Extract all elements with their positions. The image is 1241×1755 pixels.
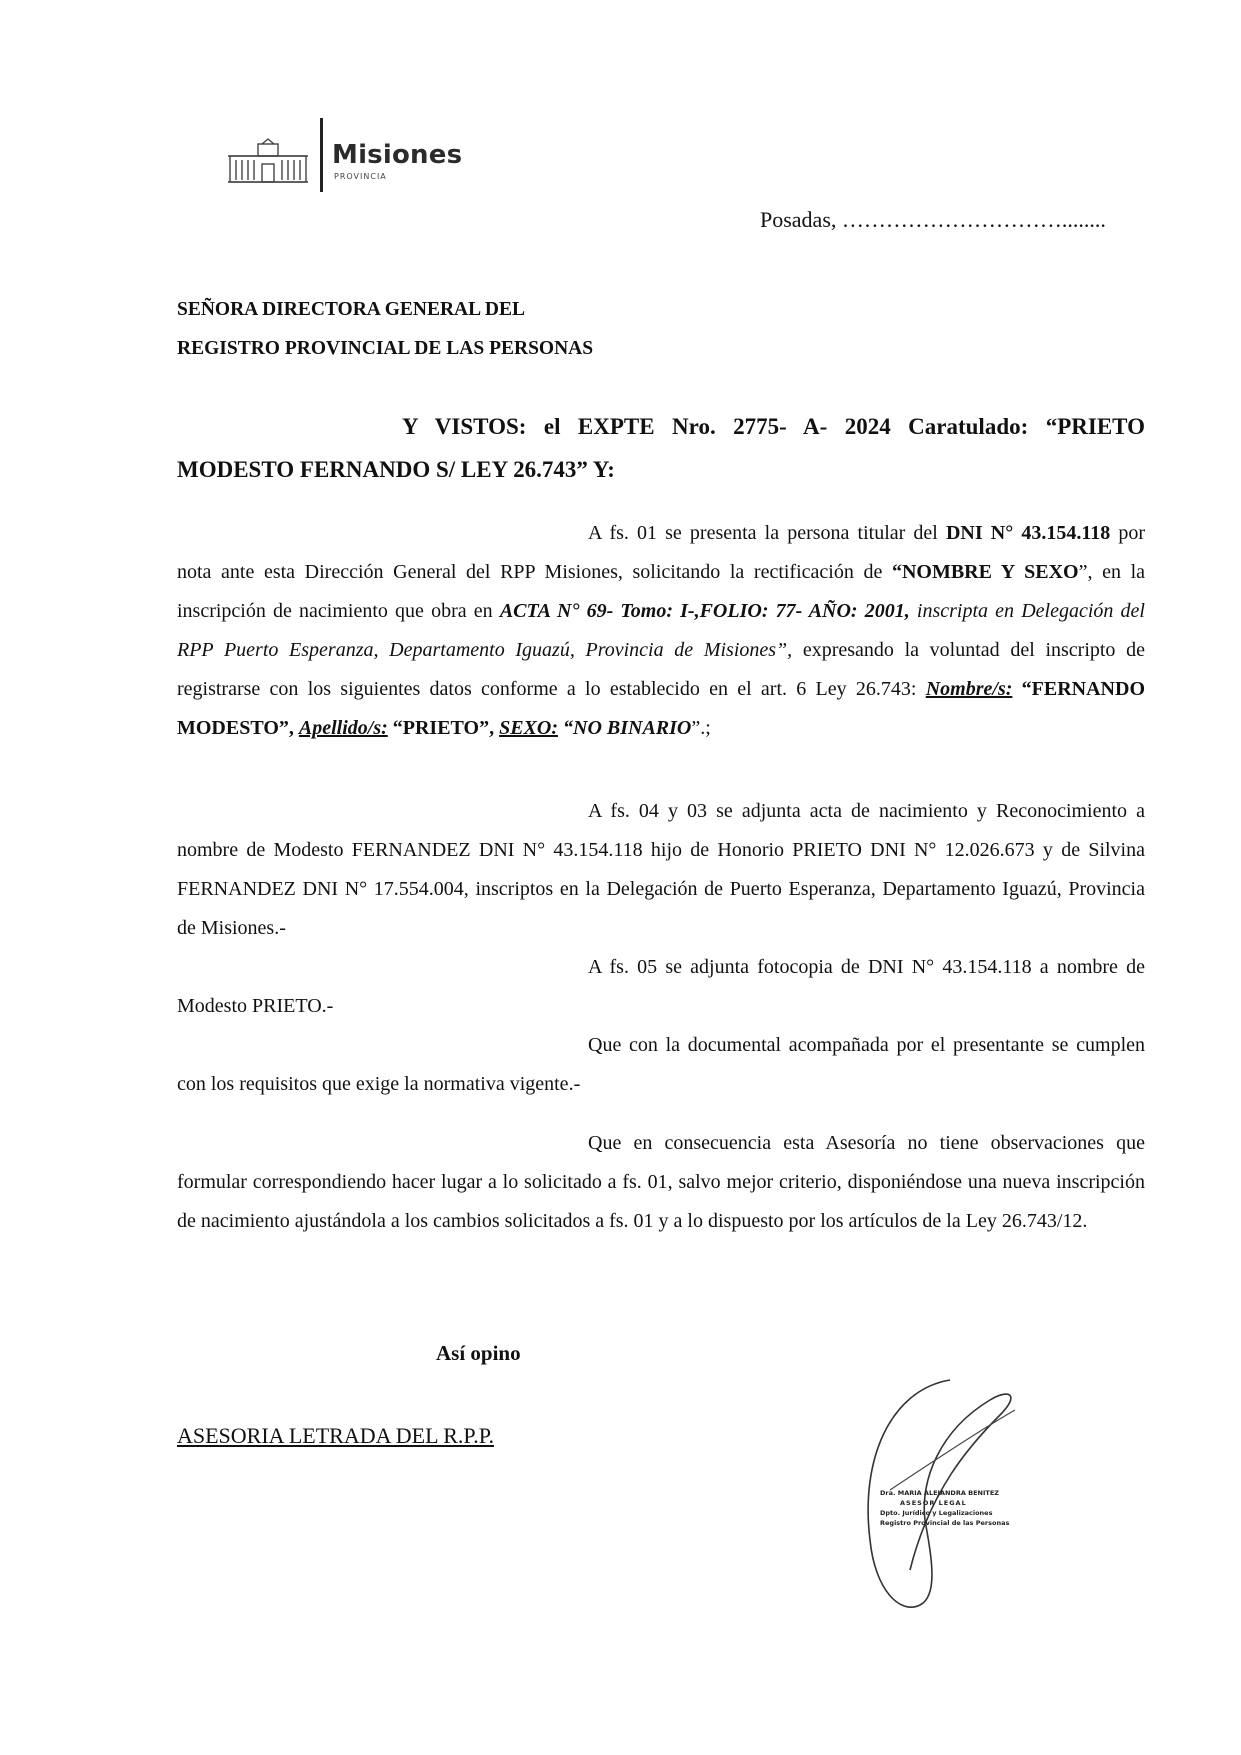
stamp-line-2: ASESOR LEGAL (900, 1499, 967, 1507)
paragraph-5 (177, 1124, 1145, 1241)
paragraph-4 (177, 1026, 1145, 1104)
logo-name: Misiones (332, 140, 463, 170)
addressee (177, 290, 593, 368)
paragraph-4-text: Que con la documental acompañada por el presentante se cumplen con los requisitos que exige la normativa vigente.- (177, 1034, 1145, 1095)
signature-stamp (880, 1488, 1030, 1528)
vistos-text: Y VISTOS: el EXPTE Nro. 2775- A- 2024 Caratulado: “PRIETO MODESTO FERNANDO S/ LEY 26.743” Y: (177, 414, 1145, 482)
paragraph-2-text: A fs. 04 y 03 se adjunta acta de nacimiento y Reconocimiento a nombre de Modesto FERNANDEZ DNI N° 43.154.118 hijo de Honorio PRIETO DNI N° 12.026.673 y de Silvina FERNANDEZ DNI N° 17.554.004, inscriptos en la Delegación de Puerto Esperanza, Departamento Iguazú, Provincia de Misiones.- (177, 800, 1145, 939)
paragraph-3-text: A fs. 05 se adjunta fotocopia de DNI N° 43.154.118 a nombre de Modesto PRIETO.- (177, 956, 1145, 1017)
vistos-heading (177, 405, 1145, 491)
date-line: Posadas, …………………………........ (760, 207, 1106, 232)
logo-divider (320, 118, 323, 192)
logo-subtitle: PROVINCIA (334, 172, 387, 181)
stamp-line-3: Dpto. Jurídico y Legalizaciones (880, 1509, 993, 1517)
paragraph-5-text: Que en consecuencia esta Asesoría no tiene observaciones que formular correspondiendo hacer lugar a lo solicitado a fs. 01, salvo mejor criterio, disponiéndose una nueva inscripción de nacimiento ajustándola a los cambios solicitados a fs. 01 y a lo dispuesto por los artículos de la Ley 26.743/12. (177, 1132, 1145, 1232)
paragraph-1: A fs. 01 se presenta la persona titular del DNI N° 43.154.118 por nota ante esta Dirección General del RPP Misiones, solicitando la rectificación de “NOMBRE Y SEXO”, en la inscripción de nacimiento que obra en ACTA N° 69- Tomo: I-,FOLIO: 77- AÑO: 2001, inscripta en Delegación del RPP Puerto Esperanza, Departamento Iguazú, Provincia de Misiones”, expresando la voluntad del inscripto de registrarse con los siguientes datos conforme a lo establecido en el art. 6 Ley 26.743: Nombre/s: “FERNANDO MODESTO”, Apellido/s: “PRIETO”, SEXO: “NO BINARIO”.; (177, 522, 1146, 739)
addressee-line-2: REGISTRO PROVINCIAL DE LAS PERSONAS (177, 338, 594, 359)
stamp-line-4: Registro Provincial de las Personas (880, 1519, 1010, 1527)
closing-remark: Así opino (436, 1341, 521, 1365)
stamp-line-1: Dra. MARIA ALEJANDRA BENITEZ (880, 1489, 999, 1497)
misiones-logo (228, 118, 478, 198)
paragraph-2 (177, 792, 1145, 948)
addressee-line-1: SEÑORA DIRECTORA GENERAL DEL (177, 299, 526, 320)
paragraph-3 (177, 948, 1145, 1026)
government-building-icon (228, 138, 308, 184)
signoff-office: ASESORIA LETRADA DEL R.P.P. (177, 1423, 495, 1448)
